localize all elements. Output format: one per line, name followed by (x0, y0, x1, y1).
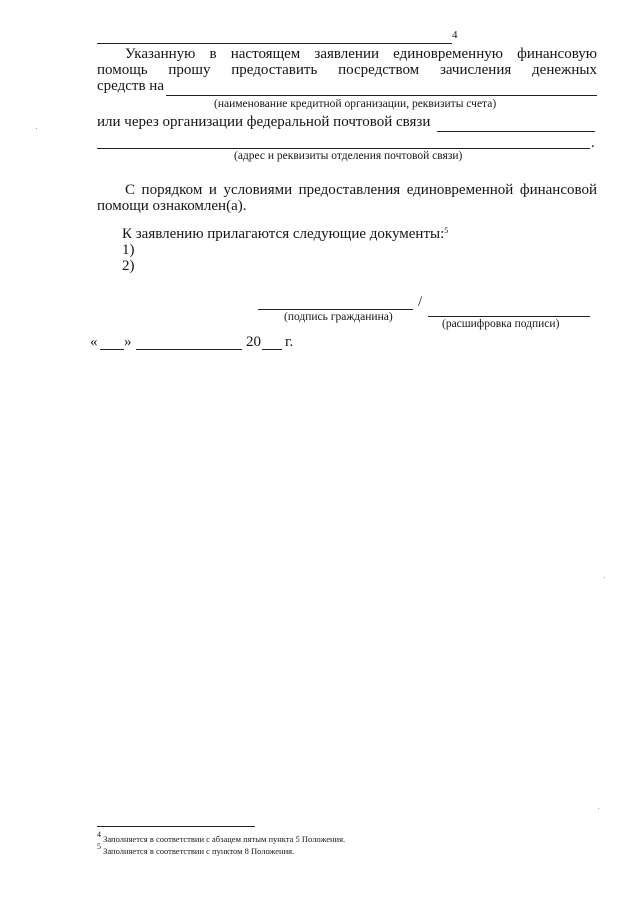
attachment-item-2: 2) (122, 258, 135, 274)
scan-speck (604, 577, 605, 578)
attachments-intro-text: К заявлению прилагаются следующие документы: (122, 226, 445, 242)
word: настоящем (230, 46, 301, 62)
footnote-text: Заполняется в соответствии с абзацем пятым пункта 5 Положения. (103, 834, 346, 844)
paragraph2-line1 (125, 182, 597, 199)
word: заявлении (314, 46, 379, 62)
footnote-mark: 5 (97, 842, 101, 851)
signature-slash: / (418, 294, 423, 310)
word: посредством (338, 62, 420, 78)
footnote-4 (97, 830, 346, 844)
word: условиями (223, 182, 293, 198)
bank-field-label: средств на (97, 78, 164, 94)
paragraph2-line2: помощи ознакомлен(а). (97, 198, 247, 214)
signature-caption: (подпись гражданина) (284, 311, 393, 323)
word: порядком (141, 182, 203, 198)
paragraph1-line1 (125, 46, 597, 63)
word: помощь (97, 62, 148, 78)
paragraph1-line2 (97, 62, 597, 79)
date-close-quote: » (124, 334, 132, 350)
footnote-mark: 4 (97, 830, 101, 839)
scan-speck (598, 808, 599, 809)
word: и (208, 182, 217, 198)
word: прошу (168, 62, 211, 78)
word: единовременной (406, 182, 514, 198)
date-open-quote: « (90, 334, 98, 350)
word: финансовую (517, 46, 597, 62)
word: предоставить (231, 62, 318, 78)
date-year-suffix: г. (285, 334, 294, 350)
word: Указанную (125, 46, 196, 62)
word: зачисления (439, 62, 512, 78)
footnote-ref-5: 5 (444, 226, 449, 235)
bank-details-field[interactable] (166, 95, 597, 96)
attachment-item-1: 1) (122, 242, 135, 258)
sentence-end: . (591, 135, 595, 151)
word: единовременную (393, 46, 503, 62)
post-office-field-2[interactable] (97, 148, 590, 149)
word: предоставления (298, 182, 401, 198)
page-number: 4 (452, 29, 458, 41)
word: С (125, 182, 136, 198)
word: финансовой (519, 182, 597, 198)
attachments-intro (122, 226, 448, 243)
date-year-field[interactable] (262, 349, 282, 350)
word: в (209, 46, 217, 62)
bank-field-caption: (наименование кредитной организации, реквизиты счета) (214, 98, 497, 110)
scan-speck (36, 128, 37, 129)
date-month-field[interactable] (136, 349, 242, 350)
signature-field[interactable] (258, 309, 413, 310)
post-field-caption: (адрес и реквизиты отделения почтовой связи) (234, 150, 463, 162)
post-office-field-1[interactable] (437, 131, 595, 132)
signature-decoding-field[interactable] (428, 316, 590, 317)
word: денежных (532, 62, 597, 78)
post-field-label: или через организации федеральной почтовой связи (97, 114, 431, 130)
top-rule (97, 43, 452, 44)
decoding-caption: (расшифровка подписи) (442, 318, 560, 330)
date-century: 20 (246, 334, 261, 350)
footnote-separator (97, 826, 255, 827)
date-day-field[interactable] (100, 349, 124, 350)
footnote-5 (97, 842, 295, 856)
footnote-text: Заполняется в соответствии с пунктом 8 Положения. (103, 846, 295, 856)
